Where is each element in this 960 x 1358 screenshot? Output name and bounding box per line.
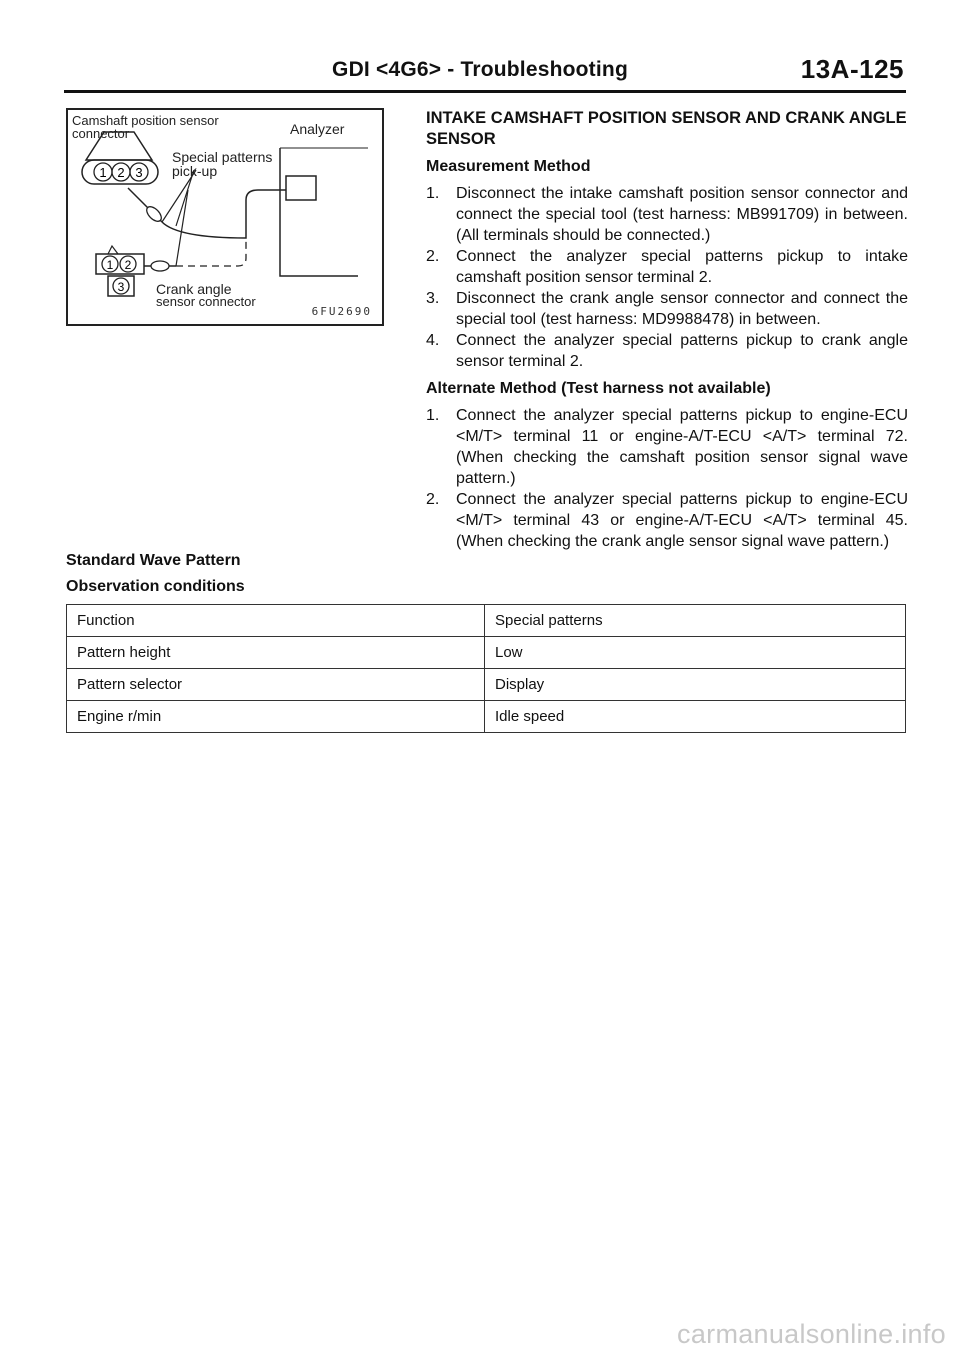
observation-conditions-table — [66, 604, 906, 733]
measurement-step: 3. Disconnect the crank angle sensor connector and connect the special tool (test harness: MD9988478) in between. — [426, 290, 908, 328]
crank-dashed-lead — [176, 238, 246, 266]
connection-diagram — [66, 108, 384, 326]
alternate-step: 2. Connect the analyzer special patterns pickup to engine-ECU <M/T> terminal 43 or engine-A/T-ECU <A/T> terminal 45. (When checking the crank angle sensor signal wave pattern.) — [426, 491, 908, 550]
crank-pin-3-label: 3 — [117, 280, 125, 294]
crank-label-line2: sensor connector — [156, 294, 256, 309]
measurement-heading: Measurement Method — [426, 158, 591, 175]
condition-label: Engine r/min — [67, 701, 485, 733]
condition-label: Pattern height — [67, 637, 485, 669]
measurement-step: 4. Connect the analyzer special patterns pickup to crank angle sensor terminal 2. — [426, 332, 908, 370]
watermark: carmanualsonline.info — [677, 1319, 946, 1349]
measurement-steps — [426, 183, 908, 372]
condition-value: Display — [485, 669, 906, 701]
special-patterns-label-line1: Special patterns — [172, 149, 273, 165]
condition-value: Special patterns — [485, 605, 906, 637]
crank-label-line1: Crank angle — [156, 281, 232, 297]
condition-label: Function — [67, 605, 485, 637]
analyzer-port — [286, 176, 316, 200]
camshaft-pin-3-label: 3 — [135, 165, 143, 180]
crank-pin-2-label: 2 — [124, 258, 132, 272]
observation-conditions-heading: Observation conditions — [66, 578, 245, 595]
measurement-step: 1. Disconnect the intake camshaft position sensor connector and connect the special tool (test harness: MB991709) in between. (All terminals should be connected.) — [426, 185, 908, 244]
condition-value: Low — [485, 637, 906, 669]
table-row — [67, 605, 906, 637]
analyzer-outline — [280, 148, 358, 276]
page-number: 13A-125 — [800, 54, 904, 84]
camshaft-pin-1-label: 1 — [99, 165, 107, 180]
alternate-heading: Alternate Method (Test harness not available) — [426, 380, 771, 397]
crank-pickup-lead — [176, 190, 188, 266]
standard-wave-heading: Standard Wave Pattern — [66, 552, 241, 569]
crank-probe-clip — [151, 261, 169, 271]
camshaft-label-line1: Camshaft position sensor — [72, 113, 219, 128]
alternate-step: 1. Connect the analyzer special patterns pickup to engine-ECU <M/T> terminal 11 or engine-A/T-ECU <A/T> terminal 72. (When checking the camshaft position sensor signal wave pattern.) — [426, 407, 908, 487]
table-row — [67, 669, 906, 701]
alternate-steps — [426, 405, 908, 552]
analyzer-label: Analyzer — [290, 121, 345, 137]
figure-code: 6FU2690 — [311, 305, 372, 318]
camshaft-pin-2-label: 2 — [117, 165, 125, 180]
measurement-step: 2. Connect the analyzer special patterns pickup to intake camshaft position sensor terminal 2. — [426, 248, 908, 286]
camshaft-label-line2: connector — [72, 126, 130, 141]
section-title: INTAKE CAMSHAFT POSITION SENSOR AND CRANK ANGLE SENSOR — [426, 109, 907, 148]
header-rule — [64, 90, 906, 93]
crank-pin-1-label: 1 — [106, 258, 114, 272]
page-title: GDI <4G6> - Troubleshooting — [332, 58, 628, 81]
condition-label: Pattern selector — [67, 669, 485, 701]
analyzer-lead — [162, 190, 286, 238]
crank-connector-latch — [108, 246, 118, 254]
special-patterns-label-line2: pick-up — [172, 163, 218, 179]
table-row — [67, 701, 906, 733]
table-row — [67, 637, 906, 669]
main-column — [426, 108, 908, 558]
condition-value: Idle speed — [485, 701, 906, 733]
